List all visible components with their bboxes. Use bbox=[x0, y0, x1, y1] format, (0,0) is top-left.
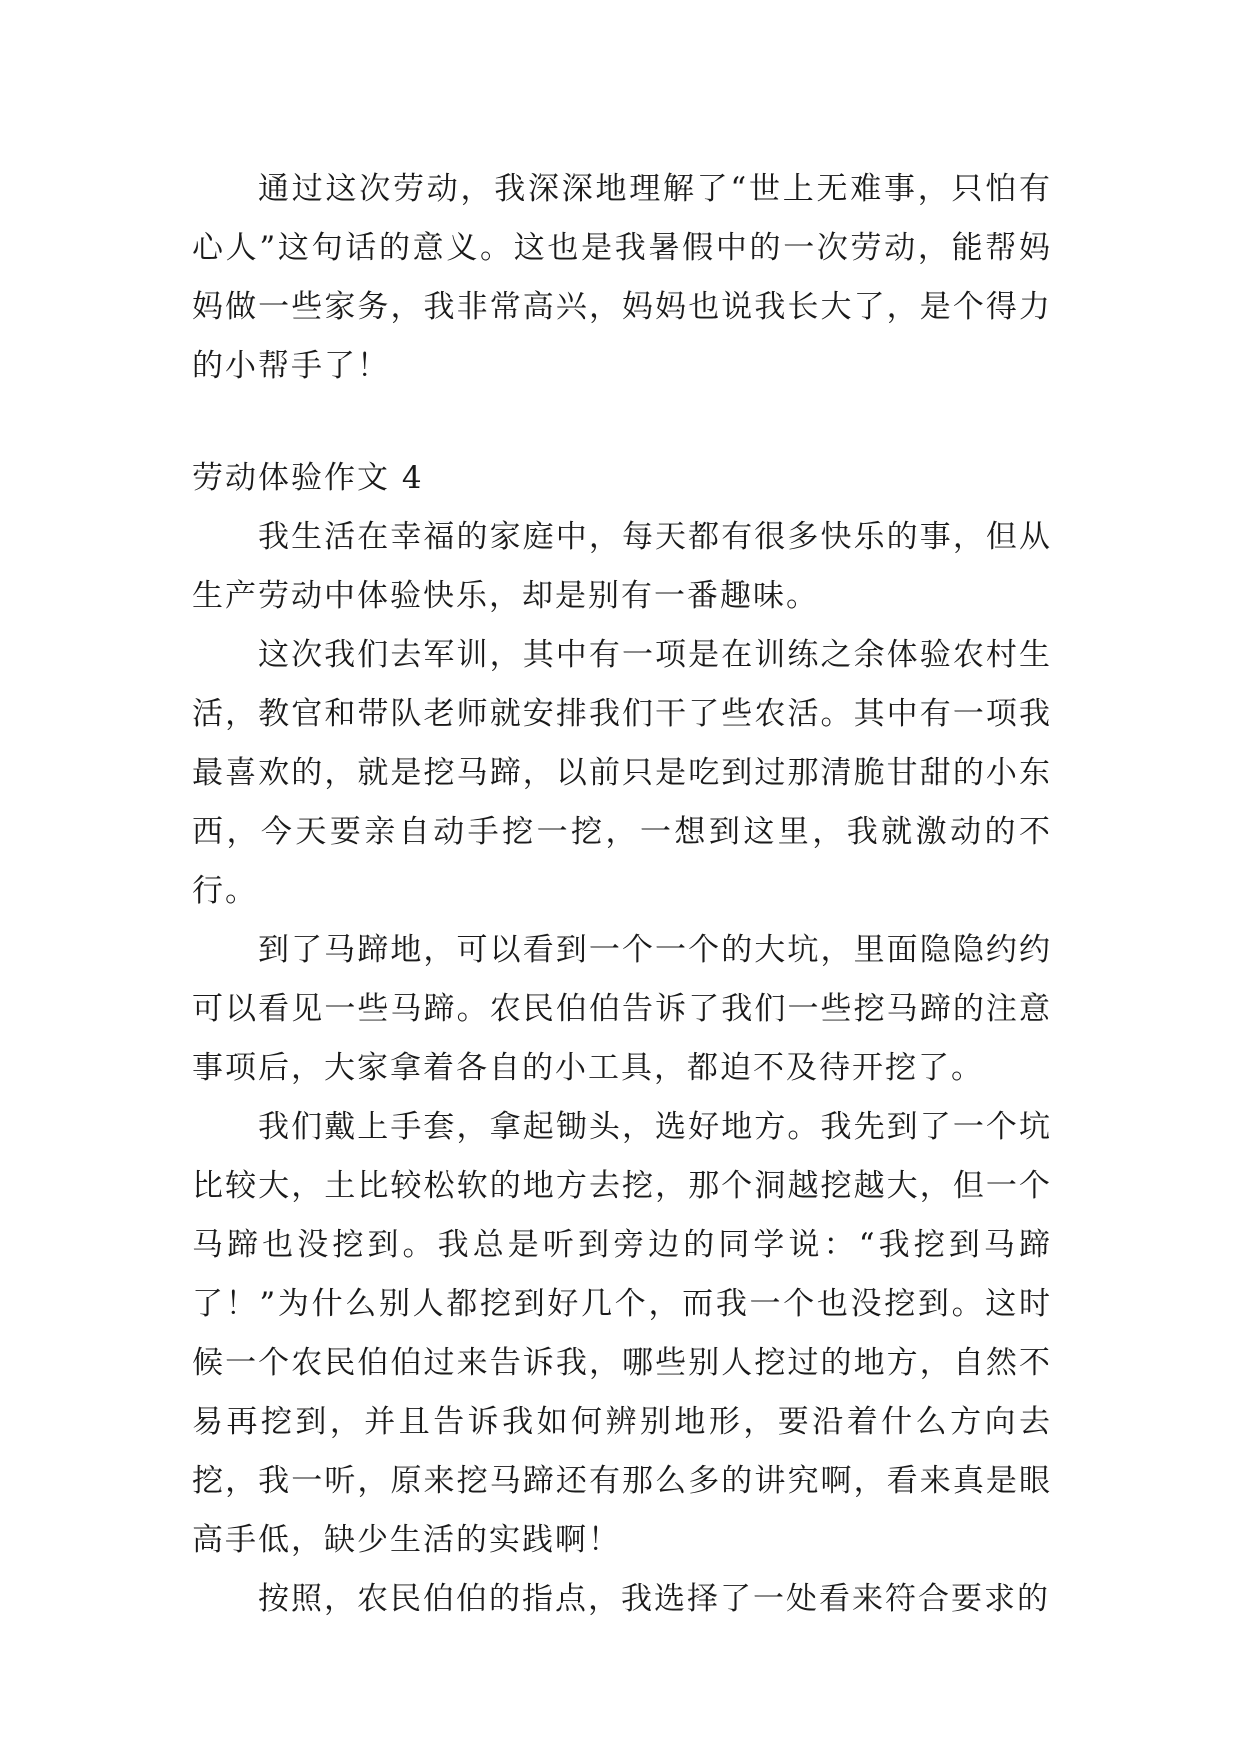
intro-paragraph: 通过这次劳动，我深深地理解了“世上无难事，只怕有心人”这句话的意义。这也是我暑假中的一次劳动，能帮妈妈做一些家务，我非常高兴，妈妈也说我长大了，是个得力的小帮手了！ bbox=[192, 171, 1052, 384]
section-title: 劳动体验作文 4 bbox=[192, 460, 424, 496]
document-page bbox=[192, 160, 1052, 1629]
body-paragraph: 我们戴上手套，拿起锄头，选好地方。我先到了一个坑比较大，土比较松软的地方去挖，那个洞越挖越大，但一个马蹄也没挖到。我总是听到旁边的同学说：“我挖到马蹄了！”为什么别人都挖到好几个，而我一个也没挖到。这时候一个农民伯伯过来告诉我，哪些别人挖过的地方，自然不易再挖到，并且告诉我如何辨别地形，要沿着什么方向去挖，我一听，原来挖马蹄还有那么多的讲究啊，看来真是眼高手低，缺少生活的实践啊！ bbox=[192, 1109, 1052, 1558]
body-paragraph: 我生活在幸福的家庭中，每天都有很多快乐的事，但从生产劳动中体验快乐，却是别有一番趣味。 bbox=[192, 519, 1052, 614]
body-paragraph: 按照，农民伯伯的指点，我选择了一处看来符合要求的 bbox=[258, 1581, 1050, 1617]
body-paragraph: 到了马蹄地，可以看到一个一个的大坑，里面隐隐约约可以看见一些马蹄。农民伯伯告诉了我们一些挖马蹄的注意事项后，大家拿着各自的小工具，都迫不及待开挖了。 bbox=[192, 932, 1052, 1086]
body-paragraph: 这次我们去军训，其中有一项是在训练之余体验农村生活，教官和带队老师就安排我们干了些农活。其中有一项我最喜欢的，就是挖马蹄，以前只是吃到过那清脆甘甜的小东西，今天要亲自动手挖一挖，一想到这里，我就激动的不行。 bbox=[192, 637, 1052, 909]
